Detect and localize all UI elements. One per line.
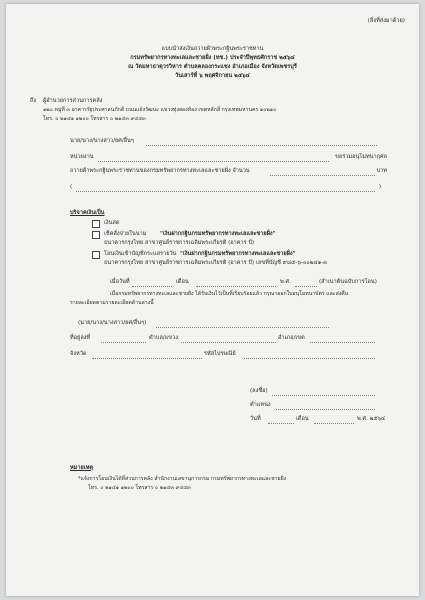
payment-method-title: บริจาคเงินเป็น — [70, 210, 105, 216]
transfer-date-label: เมื่อวันที่ — [110, 279, 130, 285]
donate-amount-field[interactable] — [270, 175, 375, 176]
cash-label: เงินสด — [104, 220, 120, 226]
form-date: วันเสาร์ที่ ๖ พฤศจิกายน ๒๕๖๔ — [175, 73, 250, 79]
subdistrict-label: ตำบล/แขวง — [149, 335, 178, 341]
form-location: ณ วัดมหาธาตุวรวิหาร ตำบลคลองกระแชง อำเภอเมือง จังหวัดเพชรบุรี — [128, 64, 297, 70]
district-label: อำเภอ/เขต — [278, 335, 305, 341]
transfer-month-label: เดือน — [176, 279, 189, 285]
province-field[interactable] — [92, 358, 202, 359]
sign-month-label: เดือน — [296, 416, 309, 422]
baht-label: บาท — [376, 168, 387, 174]
transfer-day-field[interactable] — [132, 286, 172, 287]
transfer-label: โอนเงินเข้าบัญชีกระแสรายวัน — [104, 251, 177, 257]
signature-label: (ลงชื่อ) — [250, 388, 268, 394]
transfer-attach-note: (สำเนาต้นฉบับการโอน) — [319, 279, 377, 285]
form-page — [6, 4, 419, 596]
donate-amount-label: ถวายผ้าพระกฐินพระราชทานของกรมทรัพยากรทางทะเลและชายฝั่ง จำนวน — [70, 168, 250, 174]
receipt-address-label: ที่อยู่ลงที่ — [70, 335, 91, 341]
to-label: ถึง — [30, 98, 37, 104]
form-subtitle: กรมทรัพยากรทางทะเลและชายฝั่ง (ทช.) ประจำปีพุทธศักราช ๒๕๖๔ — [130, 55, 295, 61]
donor-agency-suffix: ขอร่วมอนุโมทนากุศล — [335, 154, 387, 160]
cheque-bank: ธนาคารกรุงไทย สาขาศูนย์ราชการเฉลิมพระเกียรติ (อาคาร บี) — [104, 240, 255, 246]
subdistrict-field[interactable] — [181, 342, 276, 343]
remark-title: หมายเหตุ — [70, 465, 94, 471]
confirm-text-1: เมื่อกรมทรัพยากรทางทะเลและชายฝั่ง ได้รับเงินไว้เป็นที่เรียบร้อยแล้ว กรุณาออกใบอนุโมทนาบัตร และส่งคืน — [110, 291, 349, 297]
recipient-address: ๑๒๐ หมู่ที่ ๓ อาคารรัฐประศาสนภักดี ถนนแจ้งวัฒนะ แขวงทุ่งสองห้อง เขตหลักสี่ กรุงเทพมหานคร ๑๐๒๑๐ — [43, 107, 277, 113]
postcode-label: รหัสไปรษณีย์ — [204, 351, 236, 357]
transfer-account-name: "เงินฝากกฐินกรมทรัพยากรทางทะเลและชายฝั่ง" — [180, 251, 296, 257]
cheque-label: เช็คสั่งจ่ายในนาม — [104, 231, 147, 237]
district-field[interactable] — [310, 342, 375, 343]
donor-name-label: นาย/นาง/นางสาว/ยศ/อื่นๆ — [70, 138, 134, 144]
amount-words-open: ( — [70, 184, 73, 190]
donor-agency-label: หน่วยงาน — [70, 154, 94, 160]
remark-line-1: *แจ้งการโอนเงินได้ที่ส่วนการคลัง สำนักงานเลขานุการกรม กรมทรัพยากรทางทะเลและชายฝั่ง — [78, 476, 287, 482]
amount-words-field[interactable] — [76, 191, 375, 192]
sign-day-field[interactable] — [268, 423, 294, 424]
donor-agency-field[interactable] — [98, 161, 329, 162]
transfer-year-label: พ.ศ. — [280, 279, 291, 285]
sign-date-label: วันที่ — [250, 416, 261, 422]
province-label: จังหวัด — [70, 351, 87, 357]
position-field[interactable] — [276, 409, 375, 410]
transfer-year-field[interactable] — [295, 286, 317, 287]
cheque-checkbox[interactable] — [92, 231, 100, 239]
postcode-field[interactable] — [244, 358, 375, 359]
confirm-text-2: รายละเอียดตามรายละเอียดด้านล่างนี้ — [70, 300, 154, 306]
sign-year-label: พ.ศ. ๒๕๖๔ — [357, 416, 386, 422]
remark-line-2: โทร. ๐ ๒๑๔๑ ๑๒๐๐ โทรสาร ๐ ๒๑๔๓ ๙๔๔๓ — [88, 485, 191, 491]
receipt-address-field[interactable] — [101, 342, 146, 343]
sign-month-field[interactable] — [314, 423, 354, 424]
receipt-name-label: (นาย/นาง/นางสาว/ยศ/อื่นๆ) — [78, 320, 147, 326]
attachment-note: (สิ่งที่ส่งมาด้วย) — [367, 18, 405, 24]
transfer-bank: ธนาคารกรุงไทย สาขาศูนย์ราชการเฉลิมพระเกียรติ (อาคาร บี) เลขที่บัญชี ๙๘๕-๖-๐๐๒๔๑-๓ — [104, 260, 328, 266]
cash-checkbox[interactable] — [92, 220, 100, 228]
transfer-checkbox[interactable] — [92, 251, 100, 259]
recipient-phone: โทร. ๐ ๒๑๔๑ ๑๒๐๐ โทรสาร ๐ ๒๑๔๓ ๙๔๔๓ — [43, 116, 146, 122]
amount-words-close: ) — [378, 184, 381, 190]
recipient-title: ผู้อำนวยการส่วนการคลัง — [43, 98, 103, 104]
receipt-name-field[interactable] — [156, 327, 329, 328]
transfer-month-field[interactable] — [196, 286, 276, 287]
position-label: ตำแหน่ง — [250, 402, 271, 408]
form-title: แบบนำส่งเงินถวายผ้าพระกฐินพระราชทาน — [161, 46, 264, 52]
signature-field[interactable] — [272, 395, 375, 396]
cheque-payee: "เงินฝากกฐินกรมทรัพยากรทางทะเลและชายฝั่ง" — [160, 231, 276, 237]
donor-name-field[interactable] — [146, 145, 377, 146]
